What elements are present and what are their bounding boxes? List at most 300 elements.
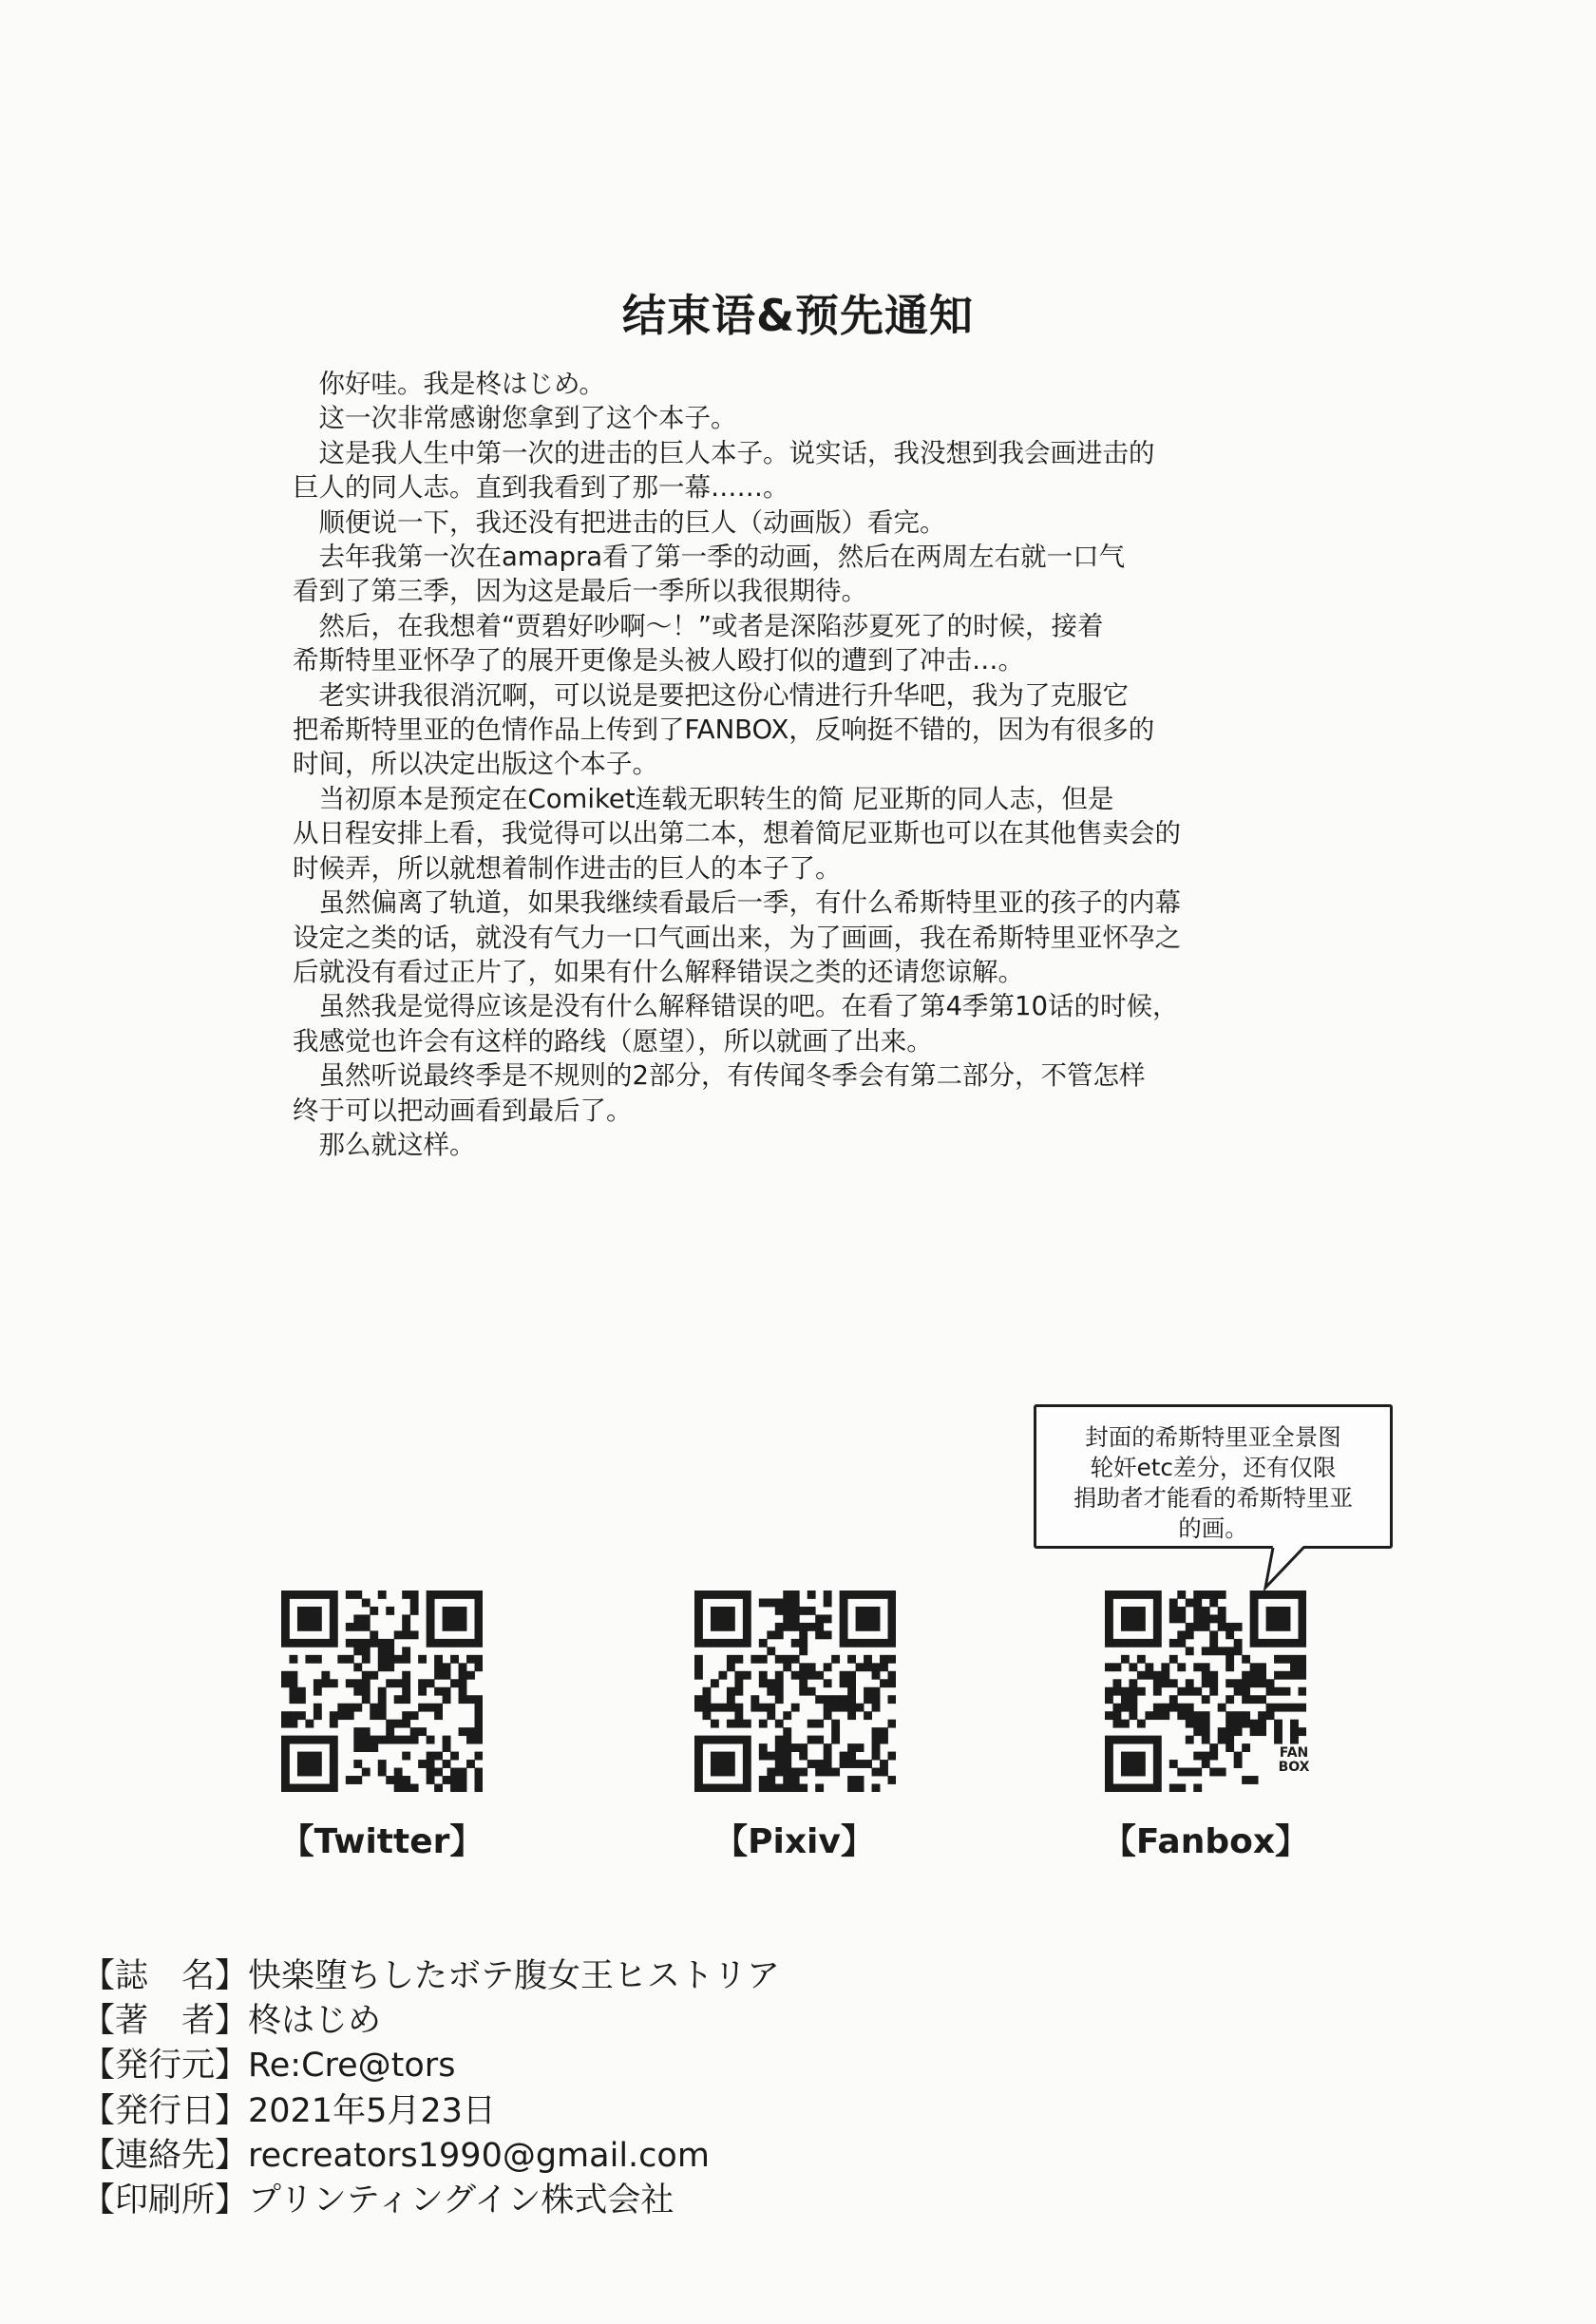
qr-module: [1121, 1591, 1130, 1599]
qr-module: [427, 1639, 435, 1648]
qr-module: [402, 1784, 410, 1792]
qr-module: [743, 1720, 751, 1728]
qr-module: [1282, 1687, 1291, 1696]
qr-module: [1274, 1591, 1282, 1599]
qr-module: [1137, 1591, 1146, 1599]
qr-module: [321, 1591, 330, 1599]
qr-module: [1274, 1607, 1282, 1615]
body-line: 去年我第一次在amapra看了第一季的动画，然后在两周左右就一口气: [293, 542, 1126, 573]
qr-module: [475, 1614, 483, 1623]
qr-module: [759, 1598, 768, 1607]
qr-module: [1274, 1623, 1282, 1631]
qr-module: [799, 1743, 808, 1752]
qr-module: [1169, 1614, 1178, 1623]
qr-module: [1209, 1591, 1218, 1599]
qr-module: [386, 1647, 394, 1655]
qr-module: [1121, 1752, 1130, 1761]
qr-module: [1202, 1607, 1210, 1615]
qr-module: [759, 1679, 768, 1687]
qr-module: [1145, 1671, 1153, 1680]
qr-module: [1193, 1727, 1202, 1736]
qr-module: [815, 1623, 824, 1631]
qr-module: [694, 1607, 703, 1615]
qr-module: [281, 1671, 290, 1680]
qr-module: [330, 1720, 338, 1728]
qr-module: [1193, 1607, 1202, 1615]
qr-module: [856, 1743, 864, 1752]
colophon-title-row: 【誌 名】快楽堕ちしたボテ腹女王ヒストリア: [82, 1957, 781, 1995]
qr-module: [1299, 1639, 1306, 1648]
qr-module: [402, 1687, 410, 1696]
qr-module: [1186, 1598, 1194, 1607]
qr-module: [1177, 1687, 1186, 1696]
qr-module: [330, 1711, 338, 1720]
qr-module: [783, 1711, 791, 1720]
qr-module: [702, 1736, 711, 1744]
qr-module: [734, 1704, 743, 1712]
qr-module: [475, 1727, 483, 1736]
qr-module: [799, 1687, 808, 1696]
qr-module: [824, 1614, 832, 1623]
qr-module: [694, 1630, 703, 1639]
qr-module: [1209, 1614, 1218, 1623]
qr-module: [1186, 1736, 1194, 1744]
qr-module: [1161, 1711, 1169, 1720]
qr-module: [1218, 1647, 1226, 1655]
qr-module: [1282, 1623, 1291, 1631]
qr-module: [1153, 1711, 1162, 1720]
qr-module: [475, 1630, 483, 1639]
qr-module: [1242, 1679, 1250, 1687]
qr-module: [443, 1736, 451, 1744]
qr-module: [1153, 1760, 1162, 1768]
qr-module: [1299, 1687, 1306, 1696]
qr-module: [840, 1591, 848, 1599]
qr-module: [394, 1695, 403, 1704]
qr-module: [743, 1736, 751, 1744]
qr-module: [880, 1760, 888, 1768]
qr-module: [694, 1784, 703, 1792]
qr-module: [702, 1784, 711, 1792]
qr-module: [402, 1711, 410, 1720]
qr-module: [831, 1720, 840, 1728]
qr-module: [880, 1768, 888, 1777]
qr-module: [1193, 1591, 1202, 1599]
qr-module: [1274, 1639, 1282, 1648]
qr-module: [1137, 1607, 1146, 1615]
qr-module: [346, 1591, 354, 1599]
qr-module: [402, 1647, 410, 1655]
qr-module: [791, 1704, 800, 1712]
qr-module: [353, 1591, 362, 1599]
qr-module: [434, 1704, 443, 1712]
afterword-body: [293, 367, 1319, 1162]
qr-module: [791, 1776, 800, 1784]
qr-module: [1299, 1607, 1306, 1615]
qr-module: [1193, 1614, 1202, 1623]
qr-module: [305, 1768, 314, 1777]
qr-module: [824, 1704, 832, 1712]
qr-module: [427, 1776, 435, 1784]
qr-module: [831, 1768, 840, 1777]
qr-module: [824, 1663, 832, 1671]
pixiv-label: 【Pixiv】: [713, 1822, 875, 1861]
qr-module: [791, 1743, 800, 1752]
qr-module: [847, 1671, 856, 1680]
qr-module: [856, 1704, 864, 1712]
qr-module: [783, 1736, 791, 1744]
qr-module: [281, 1614, 290, 1623]
qr-module: [799, 1623, 808, 1631]
qr-module: [1169, 1639, 1178, 1648]
qr-module: [1177, 1768, 1186, 1777]
qr-module: [410, 1727, 419, 1736]
qr-module: [847, 1752, 856, 1761]
qr-module: [791, 1655, 800, 1664]
qr-module: [330, 1760, 338, 1768]
qr-module: [694, 1623, 703, 1631]
colophon-contact-row: 【連絡先】recreators1990@gmail.com: [82, 2136, 710, 2175]
qr-module: [1145, 1663, 1153, 1671]
qr-module: [281, 1607, 290, 1615]
qr-module: [386, 1663, 394, 1671]
qr-module: [1145, 1639, 1153, 1648]
qr-module: [314, 1704, 322, 1712]
qr-module: [1202, 1736, 1210, 1744]
qr-module: [305, 1655, 314, 1664]
qr-module: [1242, 1655, 1250, 1664]
qr-module: [378, 1655, 387, 1664]
qr-module: [1129, 1614, 1137, 1623]
qr-module: [888, 1598, 896, 1607]
qr-module: [1274, 1736, 1282, 1744]
qr-module: [410, 1630, 419, 1639]
qr-module: [702, 1704, 711, 1712]
qr-module: [1121, 1736, 1130, 1744]
qr-module: [1137, 1736, 1146, 1744]
qr-module: [1177, 1663, 1186, 1671]
qr-module: [1266, 1711, 1275, 1720]
qr-module: [799, 1679, 808, 1687]
qr-module: [1250, 1614, 1259, 1623]
qr-module: [775, 1784, 784, 1792]
qr-module: [378, 1591, 387, 1599]
qr-module: [840, 1760, 848, 1768]
qr-module: [775, 1760, 784, 1768]
body-line: 我感觉也许会有这样的路线（愿望），所以就画了出来。: [293, 1025, 933, 1057]
qr-module: [791, 1623, 800, 1631]
qr-module: [783, 1598, 791, 1607]
qr-module: [1274, 1614, 1282, 1623]
qr-module: [847, 1679, 856, 1687]
qr-module: [394, 1768, 403, 1777]
qr-module: [718, 1704, 727, 1712]
qr-module: [402, 1614, 410, 1623]
qr-module: [775, 1630, 784, 1639]
qr-module: [450, 1679, 459, 1687]
qr-module: [1169, 1655, 1178, 1664]
qr-module: [1177, 1711, 1186, 1720]
qr-module: [1209, 1752, 1218, 1761]
qr-module: [1121, 1623, 1130, 1631]
qr-module: [1234, 1679, 1243, 1687]
qr-module: [1105, 1743, 1113, 1752]
qr-module: [1105, 1639, 1113, 1648]
qr-module: [743, 1639, 751, 1648]
qr-module: [1266, 1679, 1275, 1687]
qr-module: [824, 1711, 832, 1720]
qr-module: [783, 1727, 791, 1736]
body-line: 虽然我是觉得应该是没有什么解释错误的吧。在看了第4季第10话的时候，: [293, 991, 1179, 1022]
qr-module: [1129, 1591, 1137, 1599]
qr-code-twitter-icon[interactable]: [281, 1591, 483, 1792]
qr-module: [743, 1623, 751, 1631]
qr-module: [694, 1752, 703, 1761]
qr-module: [783, 1768, 791, 1777]
qr-module: [1226, 1647, 1234, 1655]
qr-module: [410, 1711, 419, 1720]
qr-module: [1202, 1663, 1210, 1671]
qr-module: [840, 1614, 848, 1623]
qr-module: [694, 1704, 703, 1712]
qr-module: [856, 1776, 864, 1784]
qr-module: [297, 1687, 306, 1696]
qr-module: [1250, 1671, 1259, 1680]
qr-module: [443, 1623, 451, 1631]
qr-module: [1274, 1704, 1282, 1712]
qr-module: [791, 1607, 800, 1615]
qr-module: [702, 1695, 711, 1704]
qr-module: [1299, 1727, 1306, 1736]
qr-module: [775, 1623, 784, 1631]
qr-module: [1218, 1623, 1226, 1631]
qr-module: [1250, 1720, 1259, 1728]
qr-module: [466, 1736, 475, 1744]
qr-module: [856, 1760, 864, 1768]
qr-module: [1137, 1720, 1146, 1728]
qr-module: [767, 1630, 775, 1639]
qr-module: [775, 1671, 784, 1680]
qr-module: [888, 1630, 896, 1639]
qr-module: [1177, 1614, 1186, 1623]
qr-module: [1105, 1598, 1113, 1607]
qr-module: [759, 1752, 768, 1761]
qr-module: [1234, 1639, 1243, 1648]
qr-module: [783, 1655, 791, 1664]
qr-module: [281, 1591, 290, 1599]
qr-module: [1209, 1687, 1218, 1696]
qr-module: [767, 1679, 775, 1687]
qr-module: [1290, 1720, 1299, 1728]
qr-module: [767, 1776, 775, 1784]
body-line: 老实讲我很消沉啊，可以说是要把这份心情进行升华吧，我为了克服它: [293, 679, 1129, 711]
qr-module: [289, 1687, 297, 1696]
qr-module: [1177, 1704, 1186, 1712]
qr-module: [1242, 1743, 1250, 1752]
qr-module: [799, 1647, 808, 1655]
qr-module: [1299, 1671, 1306, 1680]
qr-module: [872, 1687, 881, 1696]
qr-module: [1105, 1663, 1113, 1671]
qr-module: [1250, 1679, 1259, 1687]
qr-module: [1161, 1679, 1169, 1687]
qr-module: [450, 1752, 459, 1761]
qr-module: [330, 1736, 338, 1744]
qr-module: [1209, 1598, 1218, 1607]
qr-module: [475, 1695, 483, 1704]
qr-module: [775, 1743, 784, 1752]
qr-module: [450, 1639, 459, 1648]
qr-module: [1218, 1591, 1226, 1599]
qr-module: [1129, 1736, 1137, 1744]
qr-module: [840, 1598, 848, 1607]
qr-module: [888, 1679, 896, 1687]
qr-module: [402, 1591, 410, 1599]
qr-module: [466, 1655, 475, 1664]
qr-module: [718, 1607, 727, 1615]
qr-module: [1258, 1663, 1266, 1671]
qr-module: [475, 1655, 483, 1664]
qr-module: [775, 1752, 784, 1761]
qr-module: [888, 1614, 896, 1623]
qr-module: [1250, 1695, 1259, 1704]
qr-module: [775, 1768, 784, 1777]
qr-module: [1186, 1704, 1194, 1712]
qr-module: [1121, 1639, 1130, 1648]
qr-module: [727, 1736, 735, 1744]
qr-module: [767, 1768, 775, 1777]
qr-module: [450, 1655, 459, 1664]
qr-module: [362, 1768, 370, 1777]
qr-module: [718, 1591, 727, 1599]
qr-module: [1186, 1711, 1194, 1720]
qr-module: [1153, 1736, 1162, 1744]
qr-module: [386, 1655, 394, 1664]
qr-module: [856, 1607, 864, 1615]
qr-module: [1202, 1727, 1210, 1736]
qr-module: [362, 1655, 370, 1664]
qr-module: [362, 1687, 370, 1696]
qr-module: [1177, 1630, 1186, 1639]
qr-module: [1186, 1623, 1194, 1631]
qr-module: [783, 1663, 791, 1671]
qr-module: [808, 1760, 816, 1768]
qr-module: [1121, 1760, 1130, 1768]
qr-module: [1234, 1727, 1243, 1736]
qr-module: [321, 1736, 330, 1744]
qr-module: [1202, 1711, 1210, 1720]
qr-module: [864, 1591, 872, 1599]
qr-module: [799, 1671, 808, 1680]
qr-module: [1129, 1695, 1137, 1704]
qr-module: [321, 1784, 330, 1792]
qr-module: [783, 1614, 791, 1623]
qr-module: [459, 1591, 467, 1599]
qr-module: [847, 1591, 856, 1599]
qr-module: [783, 1743, 791, 1752]
qr-module: [297, 1607, 306, 1615]
qr-module: [727, 1784, 735, 1792]
qr-module: [346, 1623, 354, 1631]
qr-module: [297, 1639, 306, 1648]
qr-module: [1153, 1607, 1162, 1615]
qr-module: [888, 1776, 896, 1784]
qr-module: [443, 1743, 451, 1752]
qr-module: [872, 1591, 881, 1599]
qr-module: [743, 1671, 751, 1680]
qr-module: [856, 1663, 864, 1671]
qr-module: [1121, 1655, 1130, 1664]
qr-module: [1121, 1720, 1130, 1728]
qr-module: [370, 1736, 378, 1744]
qr-module: [718, 1671, 727, 1680]
qr-module: [1226, 1655, 1234, 1664]
qr-module: [394, 1655, 403, 1664]
qr-module: [370, 1704, 378, 1712]
qr-module: [1266, 1639, 1275, 1648]
qr-module: [880, 1727, 888, 1736]
qr-module: [402, 1623, 410, 1631]
qr-module: [1250, 1598, 1259, 1607]
qr-module: [1137, 1639, 1146, 1648]
qr-module: [378, 1768, 387, 1777]
qr-module: [824, 1695, 832, 1704]
qr-module: [1137, 1671, 1146, 1680]
qr-module: [475, 1711, 483, 1720]
qr-module: [427, 1607, 435, 1615]
qr-module: [434, 1663, 443, 1671]
qr-module: [314, 1736, 322, 1744]
body-line: 把希斯特里亚的色情作品上传到了FANBOX，反响挺不错的，因为有很多的: [293, 714, 1155, 746]
qr-module: [434, 1711, 443, 1720]
qr-module: [1299, 1704, 1306, 1712]
qr-module: [702, 1591, 711, 1599]
qr-module: [799, 1630, 808, 1639]
qr-module: [459, 1639, 467, 1648]
qr-module: [418, 1727, 427, 1736]
qr-code-pixiv-icon[interactable]: [694, 1591, 896, 1792]
qr-module: [1153, 1704, 1162, 1712]
qr-module: [750, 1695, 759, 1704]
colophon-publisher-row: 【発行元】Re:Cre@tors: [82, 2047, 456, 2086]
qr-module: [346, 1704, 354, 1712]
qr-module: [1129, 1768, 1137, 1777]
qr-module: [434, 1768, 443, 1777]
qr-module: [799, 1607, 808, 1615]
qr-module: [727, 1655, 735, 1664]
qr-module: [281, 1623, 290, 1631]
qr-module: [427, 1704, 435, 1712]
body-line: 巨人的同人志。直到我看到了那一幕……。: [293, 472, 789, 504]
qr-module: [727, 1760, 735, 1768]
qr-module: [434, 1591, 443, 1599]
qr-module: [305, 1720, 314, 1728]
qr-module: [281, 1784, 290, 1792]
qr-module: [1202, 1720, 1210, 1728]
qr-module: [1137, 1655, 1146, 1664]
qr-module: [759, 1720, 768, 1728]
qr-module: [808, 1720, 816, 1728]
qr-module: [808, 1607, 816, 1615]
qr-module: [880, 1591, 888, 1599]
qr-module: [734, 1711, 743, 1720]
qr-module: [305, 1591, 314, 1599]
qr-module: [459, 1623, 467, 1631]
qr-module: [1145, 1784, 1153, 1792]
qr-module: [1129, 1687, 1137, 1696]
qr-module: [1153, 1639, 1162, 1648]
qr-module: [1250, 1591, 1259, 1599]
